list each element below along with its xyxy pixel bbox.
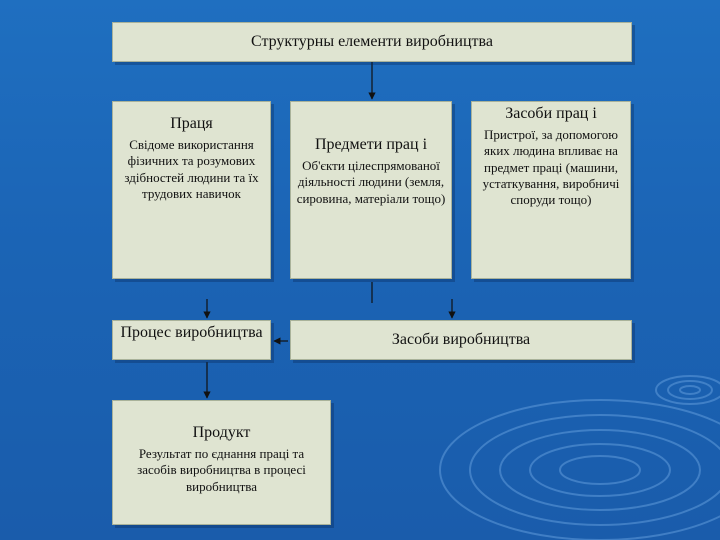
means-of-production-label: Засоби виробництва	[391, 331, 531, 348]
structural-elements-title-box	[112, 22, 632, 62]
means-heading: Засоби прац і	[505, 105, 597, 122]
means-of-labor-box	[471, 101, 631, 279]
objects-description: Об'єкти цілеспрямованої діяльності людини (земля, сировина, матеріали тощо)	[296, 158, 446, 206]
process-label: Процес виробництва	[120, 324, 263, 341]
objects-heading: Предмети прац і	[314, 136, 428, 153]
product-heading: Продукт	[192, 424, 251, 441]
objects-of-labor-box	[290, 101, 452, 279]
product-box	[112, 400, 331, 525]
labor-box	[112, 101, 271, 279]
title-box-label: Структурны елементи виробництва	[250, 33, 493, 50]
product-description: Результат по єднання праці та засобів виробництва в процесі виробництва	[137, 446, 306, 494]
means-of-production-box	[290, 320, 632, 360]
labor-heading: Праця	[170, 115, 213, 132]
production-process-box	[112, 320, 271, 360]
labor-description: Свідоме використання фізичних та розумових здібностей людини та їх трудових навичок	[124, 137, 259, 201]
means-description: Пристрої, за допомогою яких людина впливає на предмет праці (машини, устаткування, виробничі споруди тощо)	[482, 127, 620, 207]
